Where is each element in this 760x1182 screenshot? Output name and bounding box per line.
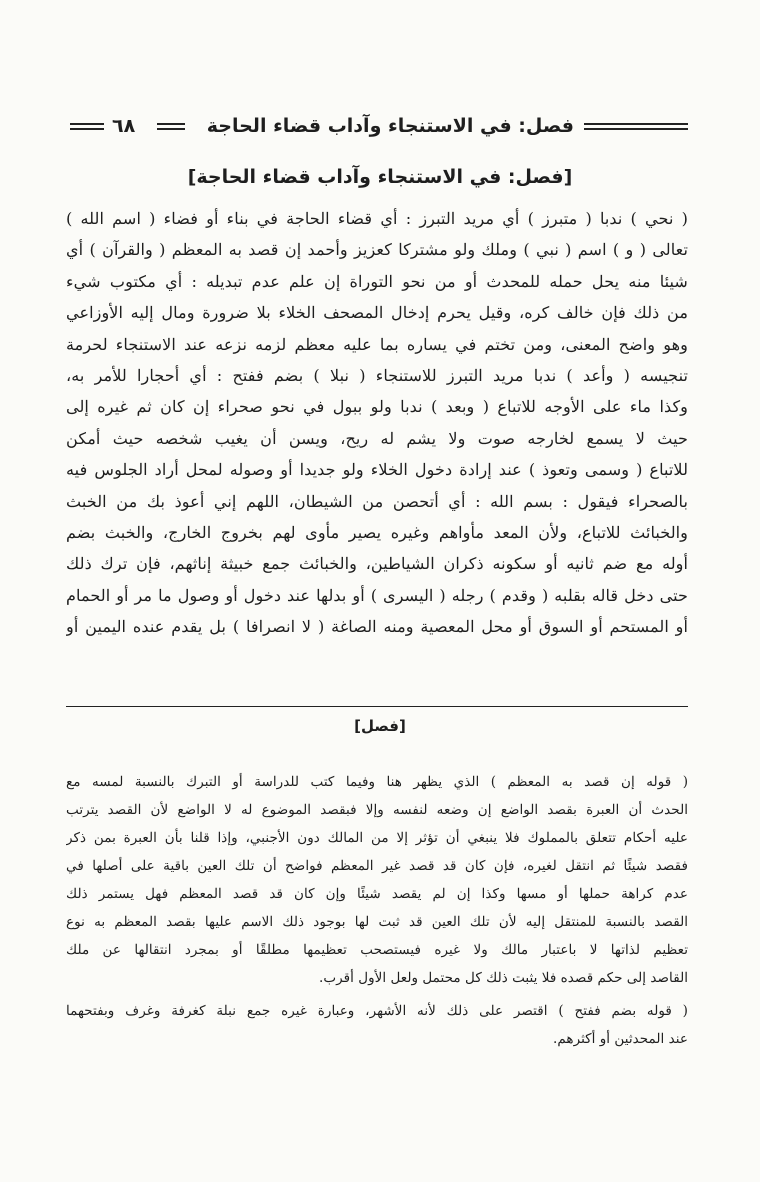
main-text	[66, 203, 688, 643]
commentary-line: القصد بالنسبة للمنتقل إليه لأن تلك العين قد ثبت لها بوجود ذلك الاسم عليها بقصد المعظم به نوع	[66, 914, 688, 930]
text-line: ( نحي ) ندبا ( متبرز ) أي مريد التبرز : أي قضاء الحاجة في بناء أو فضاء ( اسم الله )	[66, 209, 688, 228]
running-title: فصل: في الاستنجاء وآداب قضاء الحاجة	[206, 115, 574, 137]
main-paragraph	[66, 203, 688, 643]
running-header	[70, 108, 688, 144]
text-line: تنجيسه ( وأعد ) ندبا مريد التبرز للاستنجاء ( نبلا ) بضم ففتح : أي أحجارا للأمر به،	[66, 366, 688, 386]
commentary-line: عليه أحكام تتعلق بالمملوك فلا ينبغي أن تؤثر إلا من المالك دون الأجنبي، وإذا قلنا بأن العبرة بمن ذكر	[66, 830, 688, 846]
text-line: أوله مع ضم ثانيه أو سكونه ذكران الشياطين، والخبائث جمع خبيثة إناثهم، فإن ترك ذلك	[66, 554, 688, 574]
commentary-line: عند المحدثين أو أكثرهم.	[553, 1031, 688, 1047]
text-line: والخبائث للاتباع، ولأن المعد مأواهم وغيره يصير مأوى لهم بخروج الخارج، والخبث بضم	[66, 523, 688, 543]
commentary-line: تعظيم لذاتها لا باعتبار مالك ولا غيره فيستصحب تعظيمها مطلقًا أو بمجرد انتقالها عن ملك	[66, 942, 688, 958]
commentary-title: [فصل]	[354, 717, 406, 735]
commentary-line: ( قوله بضم ففتح ) اقتصر على ذلك لأنه الأشهر، وعبارة غيره جمع نبلة كغرفة وغرف وبفتحهما	[66, 1003, 688, 1019]
commentary-line: القاصد إلى حكم قصده فلا يثبت ذلك كل محتمل ولعل الأول أقرب.	[319, 970, 688, 986]
text-line: وكذا ماء على الأوجه للاتباع ( وبعد ) ندبا ولو ببول في نحو صحراء إن كان ثم غيره إلى	[66, 397, 688, 417]
text-line: حتى دخل قاله بقلبه ( وقدم ) رجله ( اليسرى ) أو بدلها عند دخول أو وصول ما مر أو الحمام	[66, 585, 688, 605]
text-line: للاتباع ( وسمى وتعوذ ) عند إرادة دخول الخلاء ولو جديدا أو وصوله لمحل أراد الجلوس فيه	[66, 460, 688, 480]
commentary-line: الحدث أن العبرة بقصد الواضع إن وضعه لنفسه وإلا فبقصد الموضوع له لا الواضع لأن القصد يترتب	[66, 802, 688, 818]
text-line: حيث لا يسمع لخارجه صوت ولا يشم له ريح، ويسن أن يغيب شخصه حيث أمكن	[66, 428, 688, 448]
header-rule	[70, 123, 104, 130]
footnote-divider	[66, 706, 688, 707]
section-title: [فصل: في الاستنجاء وآداب قضاء الحاجة]	[187, 166, 573, 188]
header-rule	[157, 123, 185, 130]
commentary-text	[66, 768, 688, 1058]
text-line: تعالى ( و ) اسم ( نبي ) وملك ولو مشتركا كعزيز وأحمد إن قصد به المعظم ( والقرآن ) أي	[66, 240, 688, 260]
text-line: بالصحراء فيقول : بسم الله : أي أتحصن من الشيطان، اللهم إني أعوذ بك من الخبث	[66, 491, 688, 511]
commentary-line: ( قوله إن قصد به المعظم ) الذي يظهر هنا وفيما كتب للدراسة أو التبرك بالنسبة لمسه مع	[66, 774, 688, 790]
commentary-paragraph	[66, 768, 688, 992]
commentary-line: فقصد شيئًا ثم انتقل لغيره، فإن كان قد قصد غير المعظم فواضح أن تلك العين باقية على أصلها في	[66, 858, 688, 874]
header-rule	[584, 123, 688, 130]
text-line: شيئا منه يحل حمله للمحدث أو من نحو التوراة إن علم عدم تبديله : أي مكتوب شيء	[66, 271, 688, 291]
text-line: من ذلك فإن خالف كره، وقيل يحرم إدخال المصحف الخلاء بلا ضرورة ومال إليه الأوزاعي	[66, 303, 688, 323]
page-number: ٦٨	[112, 115, 136, 137]
commentary-line: عدم كراهة حملها أو مسها وكذا إن لم يقصد شيئًا وإن كان قد قصد المعظم فهل يستمر ذلك	[66, 886, 688, 902]
text-line: أو المستحم أو السوق أو محل المعصية ومنه الصاغة ( لا انصرافا ) بل يقدم عنده اليمين أو	[66, 617, 688, 637]
commentary-paragraph	[66, 997, 688, 1053]
text-line: وهو واضح المعنى، ومن تختم في يساره بما عليه معظم لزمه نزعه عند الاستنجاء لحرمة	[66, 334, 688, 354]
